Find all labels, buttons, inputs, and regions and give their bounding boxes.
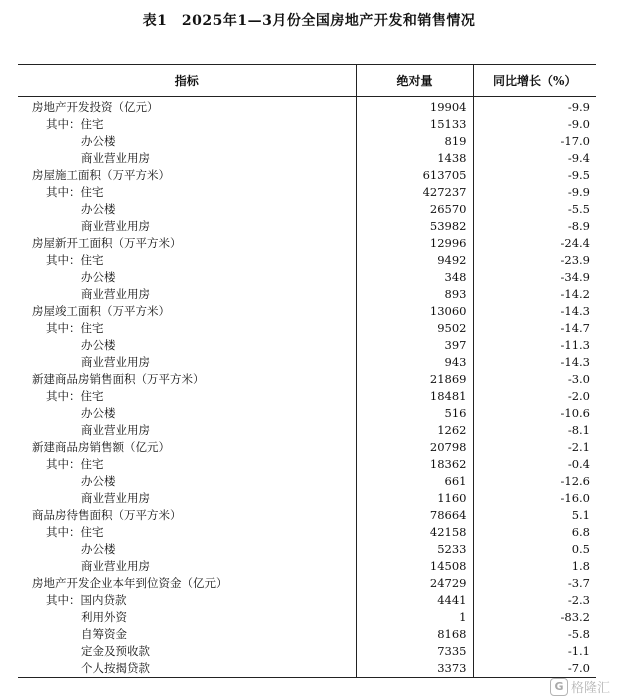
row-value: 893 <box>356 286 473 303</box>
row-growth: -34.9 <box>473 269 596 286</box>
row-growth: -0.4 <box>473 456 596 473</box>
row-growth: -5.5 <box>473 201 596 218</box>
row-value: 427237 <box>356 184 473 201</box>
row-growth: -3.0 <box>473 371 596 388</box>
row-label: 定金及预收款 <box>81 644 150 658</box>
table-row <box>18 150 596 167</box>
row-growth: -2.1 <box>473 439 596 456</box>
row-value: 3373 <box>356 660 473 678</box>
row-label: 自筹资金 <box>81 627 127 641</box>
row-value: 397 <box>356 337 473 354</box>
header-absolute-value: 绝对量 <box>356 65 473 97</box>
row-label: 利用外资 <box>81 610 127 624</box>
row-label: 办公楼 <box>81 134 116 148</box>
row-label: 房屋竣工面积（万平方米） <box>32 304 170 318</box>
row-growth: -14.3 <box>473 303 596 320</box>
table-row <box>18 371 596 388</box>
row-label: 个人按揭贷款 <box>18 660 356 678</box>
row-label: 房屋施工面积（万平方米） <box>32 168 170 182</box>
table-row <box>18 575 596 592</box>
row-label: 商业营业用房 <box>81 151 150 165</box>
row-growth: 5.1 <box>473 507 596 524</box>
row-label: 办公楼 <box>81 542 116 556</box>
row-value: 943 <box>356 354 473 371</box>
row-value: 53982 <box>356 218 473 235</box>
row-value: 613705 <box>356 167 473 184</box>
table-row <box>18 133 596 150</box>
row-value: 21869 <box>356 371 473 388</box>
table-row <box>18 473 596 490</box>
table-row <box>18 609 596 626</box>
table-row <box>18 541 596 558</box>
table-row <box>18 337 596 354</box>
row-growth: -9.9 <box>473 97 596 117</box>
row-growth: -10.6 <box>473 405 596 422</box>
table-row <box>18 286 596 303</box>
row-value: 348 <box>356 269 473 286</box>
row-growth: -2.3 <box>473 592 596 609</box>
row-growth: -2.0 <box>473 388 596 405</box>
row-growth: -9.5 <box>473 167 596 184</box>
table-row <box>18 354 596 371</box>
row-label: 其中：住宅 <box>46 525 104 539</box>
table-body <box>18 97 596 678</box>
watermark <box>550 677 610 696</box>
row-value: 19904 <box>356 97 473 117</box>
row-growth: 6.8 <box>473 524 596 541</box>
row-value: 1 <box>356 609 473 626</box>
row-label: 其中：住宅 <box>46 389 104 403</box>
row-label: 房地产开发投资（亿元） <box>32 100 159 114</box>
header-indicator: 指标 <box>18 65 356 97</box>
row-label: 其中：国内贷款 <box>46 593 127 607</box>
table-row <box>18 439 596 456</box>
row-value: 42158 <box>356 524 473 541</box>
table-row <box>18 422 596 439</box>
row-value: 8168 <box>356 626 473 643</box>
table-row <box>18 626 596 643</box>
row-growth: -8.9 <box>473 218 596 235</box>
row-growth: -12.6 <box>473 473 596 490</box>
row-value: 1160 <box>356 490 473 507</box>
row-label: 商业营业用房 <box>81 491 150 505</box>
gelonghui-logo-icon: G <box>550 678 568 696</box>
row-growth: -5.8 <box>473 626 596 643</box>
row-label: 房屋新开工面积（万平方米） <box>32 236 182 250</box>
row-label: 房地产开发企业本年到位资金（亿元） <box>32 576 228 590</box>
row-label: 办公楼 <box>81 202 116 216</box>
table-row <box>18 269 596 286</box>
row-value: 9492 <box>356 252 473 269</box>
table-row <box>18 320 596 337</box>
row-label: 新建商品房销售面积（万平方米） <box>32 372 205 386</box>
row-label: 其中：住宅 <box>46 253 104 267</box>
row-label: 办公楼 <box>81 474 116 488</box>
data-table <box>18 64 596 678</box>
row-label: 其中：住宅 <box>46 321 104 335</box>
table-row <box>18 167 596 184</box>
table-row <box>18 524 596 541</box>
header-yoy-growth: 同比增长（%） <box>473 65 596 97</box>
row-growth: -24.4 <box>473 235 596 252</box>
row-value: 9502 <box>356 320 473 337</box>
table-row <box>18 388 596 405</box>
row-growth: -3.7 <box>473 575 596 592</box>
row-label: 新建商品房销售额（亿元） <box>32 440 170 454</box>
row-growth: -14.2 <box>473 286 596 303</box>
row-value: 13060 <box>356 303 473 320</box>
row-growth: -23.9 <box>473 252 596 269</box>
row-label: 办公楼 <box>81 338 116 352</box>
row-value: 5233 <box>356 541 473 558</box>
table-row <box>18 643 596 660</box>
row-growth: -14.7 <box>473 320 596 337</box>
row-label: 其中：住宅 <box>46 457 104 471</box>
row-label: 商业营业用房 <box>81 423 150 437</box>
row-growth: -9.4 <box>473 150 596 167</box>
row-value: 819 <box>356 133 473 150</box>
row-label: 办公楼 <box>81 270 116 284</box>
row-value: 1262 <box>356 422 473 439</box>
table-row <box>18 97 596 117</box>
row-label: 商品房待售面积（万平方米） <box>32 508 182 522</box>
row-label: 商业营业用房 <box>81 559 150 573</box>
row-value: 78664 <box>356 507 473 524</box>
table-row <box>18 218 596 235</box>
table-title: 表1 2025年1—3月份全国房地产开发和销售情况 <box>142 13 476 29</box>
table-row <box>18 592 596 609</box>
row-value: 15133 <box>356 116 473 133</box>
watermark-text: 格隆汇 <box>570 681 610 696</box>
row-value: 1438 <box>356 150 473 167</box>
row-value: 18362 <box>356 456 473 473</box>
row-value: 14508 <box>356 558 473 575</box>
row-growth: 1.8 <box>473 558 596 575</box>
row-growth: -17.0 <box>473 133 596 150</box>
row-growth: -14.3 <box>473 354 596 371</box>
row-value: 26570 <box>356 201 473 218</box>
row-value: 516 <box>356 405 473 422</box>
row-label: 商业营业用房 <box>81 287 150 301</box>
row-growth: -9.9 <box>473 184 596 201</box>
row-label: 其中：住宅 <box>46 185 104 199</box>
row-growth: -83.2 <box>473 609 596 626</box>
row-growth: -1.1 <box>473 643 596 660</box>
table-row <box>18 456 596 473</box>
table-row <box>18 184 596 201</box>
row-growth: -16.0 <box>473 490 596 507</box>
row-value: 661 <box>356 473 473 490</box>
table-row <box>18 558 596 575</box>
row-value: 12996 <box>356 235 473 252</box>
row-growth: -8.1 <box>473 422 596 439</box>
row-value: 20798 <box>356 439 473 456</box>
table-row <box>18 252 596 269</box>
row-value: 24729 <box>356 575 473 592</box>
row-label: 商业营业用房 <box>81 355 150 369</box>
row-growth: -9.0 <box>473 116 596 133</box>
row-value: 4441 <box>356 592 473 609</box>
row-value: 7335 <box>356 643 473 660</box>
table-row <box>18 507 596 524</box>
table-row <box>18 116 596 133</box>
table-row <box>18 405 596 422</box>
table-row <box>18 660 596 678</box>
row-growth: -11.3 <box>473 337 596 354</box>
table-header-row <box>18 65 596 97</box>
table-row <box>18 490 596 507</box>
table-row <box>18 201 596 218</box>
row-label: 商业营业用房 <box>81 219 150 233</box>
row-label: 办公楼 <box>81 406 116 420</box>
table-row <box>18 303 596 320</box>
table-row <box>18 235 596 252</box>
row-value: 18481 <box>356 388 473 405</box>
row-growth: 0.5 <box>473 541 596 558</box>
row-label: 其中：住宅 <box>46 117 104 131</box>
row-growth: -7.0 <box>473 660 596 678</box>
